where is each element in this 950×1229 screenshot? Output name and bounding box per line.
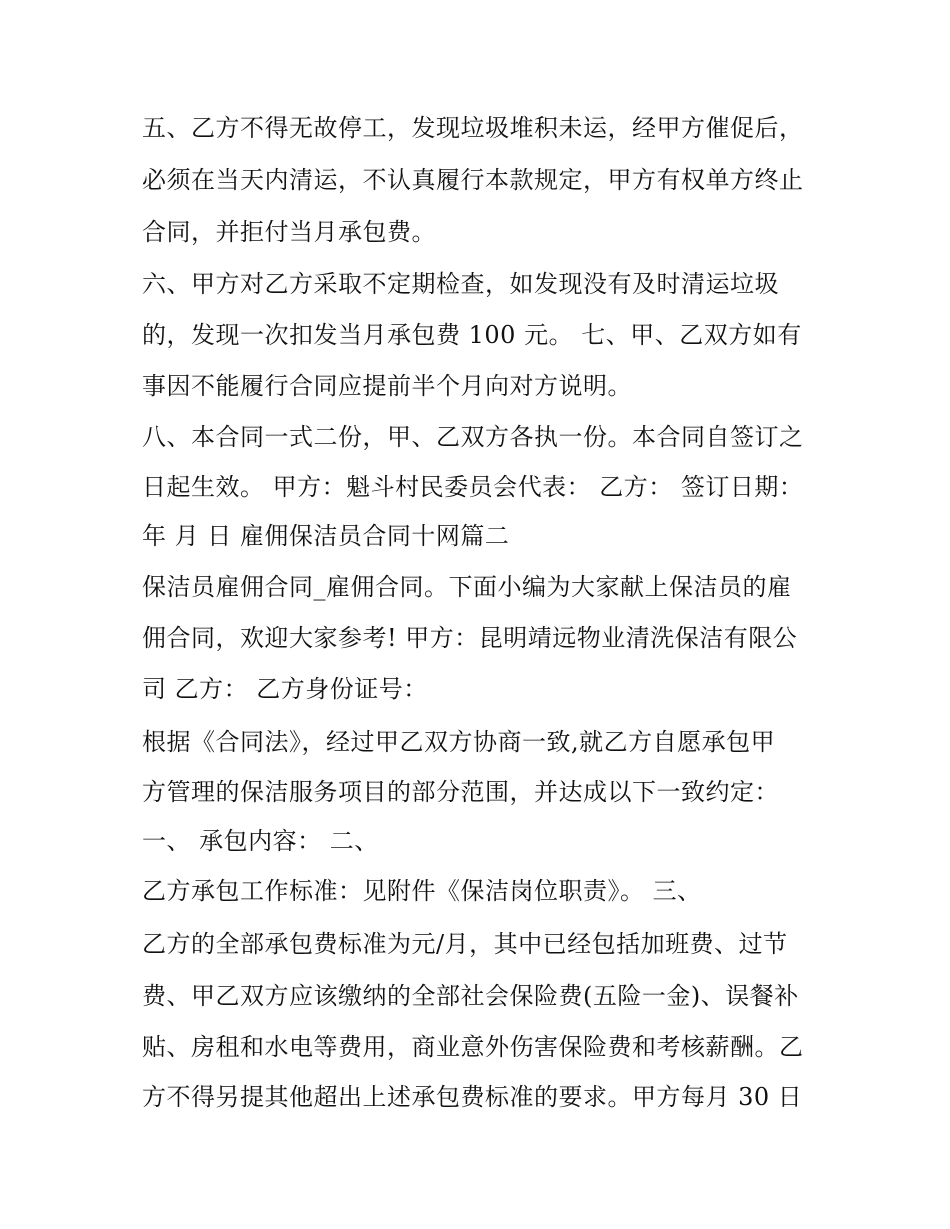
text-line: 保洁员雇佣合同_雇佣合同。下面小编为大家献上保洁员的雇 <box>142 573 792 601</box>
text-line: 根据《合同法》，经过甲乙双方协商一致,就乙方自愿承包甲 <box>142 728 776 756</box>
text-line: 方不得另提其他超出上述承包费标准的要求。甲方每月 30 日 <box>142 1083 803 1111</box>
text-line: 六、甲方对乙方采取不定期检查，如发现没有及时清运垃圾 <box>142 270 779 298</box>
text-line: 年 月 日 雇佣保洁员合同十网篇二 <box>142 522 510 550</box>
text-line: 事因不能履行合同应提前半个月向对方说明。 <box>142 372 632 400</box>
text-line: 合同，并拒付当月承包费。 <box>142 218 436 246</box>
text-line: 八、本合同一式二份，甲、乙双方各执一份。本合同自签订之 <box>142 423 804 451</box>
text-line: 一、 承包内容： 二、 <box>142 827 379 855</box>
text-line: 乙方承包工作标准：见附件《保洁岗位职责》。 三、 <box>142 877 702 905</box>
text-line: 乙方的全部承包费标准为元/月，其中已经包括加班费、过节 <box>142 930 788 958</box>
text-line: 贴、房租和水电等费用，商业意外伤害保险费和考核薪酬。乙 <box>142 1033 804 1061</box>
text-line: 必须在当天内清运，不认真履行本款规定，甲方有权单方终止 <box>142 166 804 194</box>
text-line: 日起生效。 甲方：魁斗村民委员会代表： 乙方： 签订日期： <box>142 473 804 501</box>
text-line: 司 乙方： 乙方身份证号： <box>142 675 428 703</box>
text-line: 的，发现一次扣发当月承包费 100 元。 七、甲、乙双方如有 <box>142 321 802 349</box>
text-line: 佣合同，欢迎大家参考! 甲方：昆明靖远物业清洗保洁有限公 <box>142 624 798 652</box>
text-line: 费、甲乙双方应该缴纳的全部社会保险费(五险一金)、误餐补 <box>142 982 799 1010</box>
text-line: 方管理的保洁服务项目的部分范围，并达成以下一致约定： <box>142 778 779 806</box>
text-line: 五、乙方不得无故停工，发现垃圾堆积未运，经甲方催促后， <box>142 114 804 142</box>
